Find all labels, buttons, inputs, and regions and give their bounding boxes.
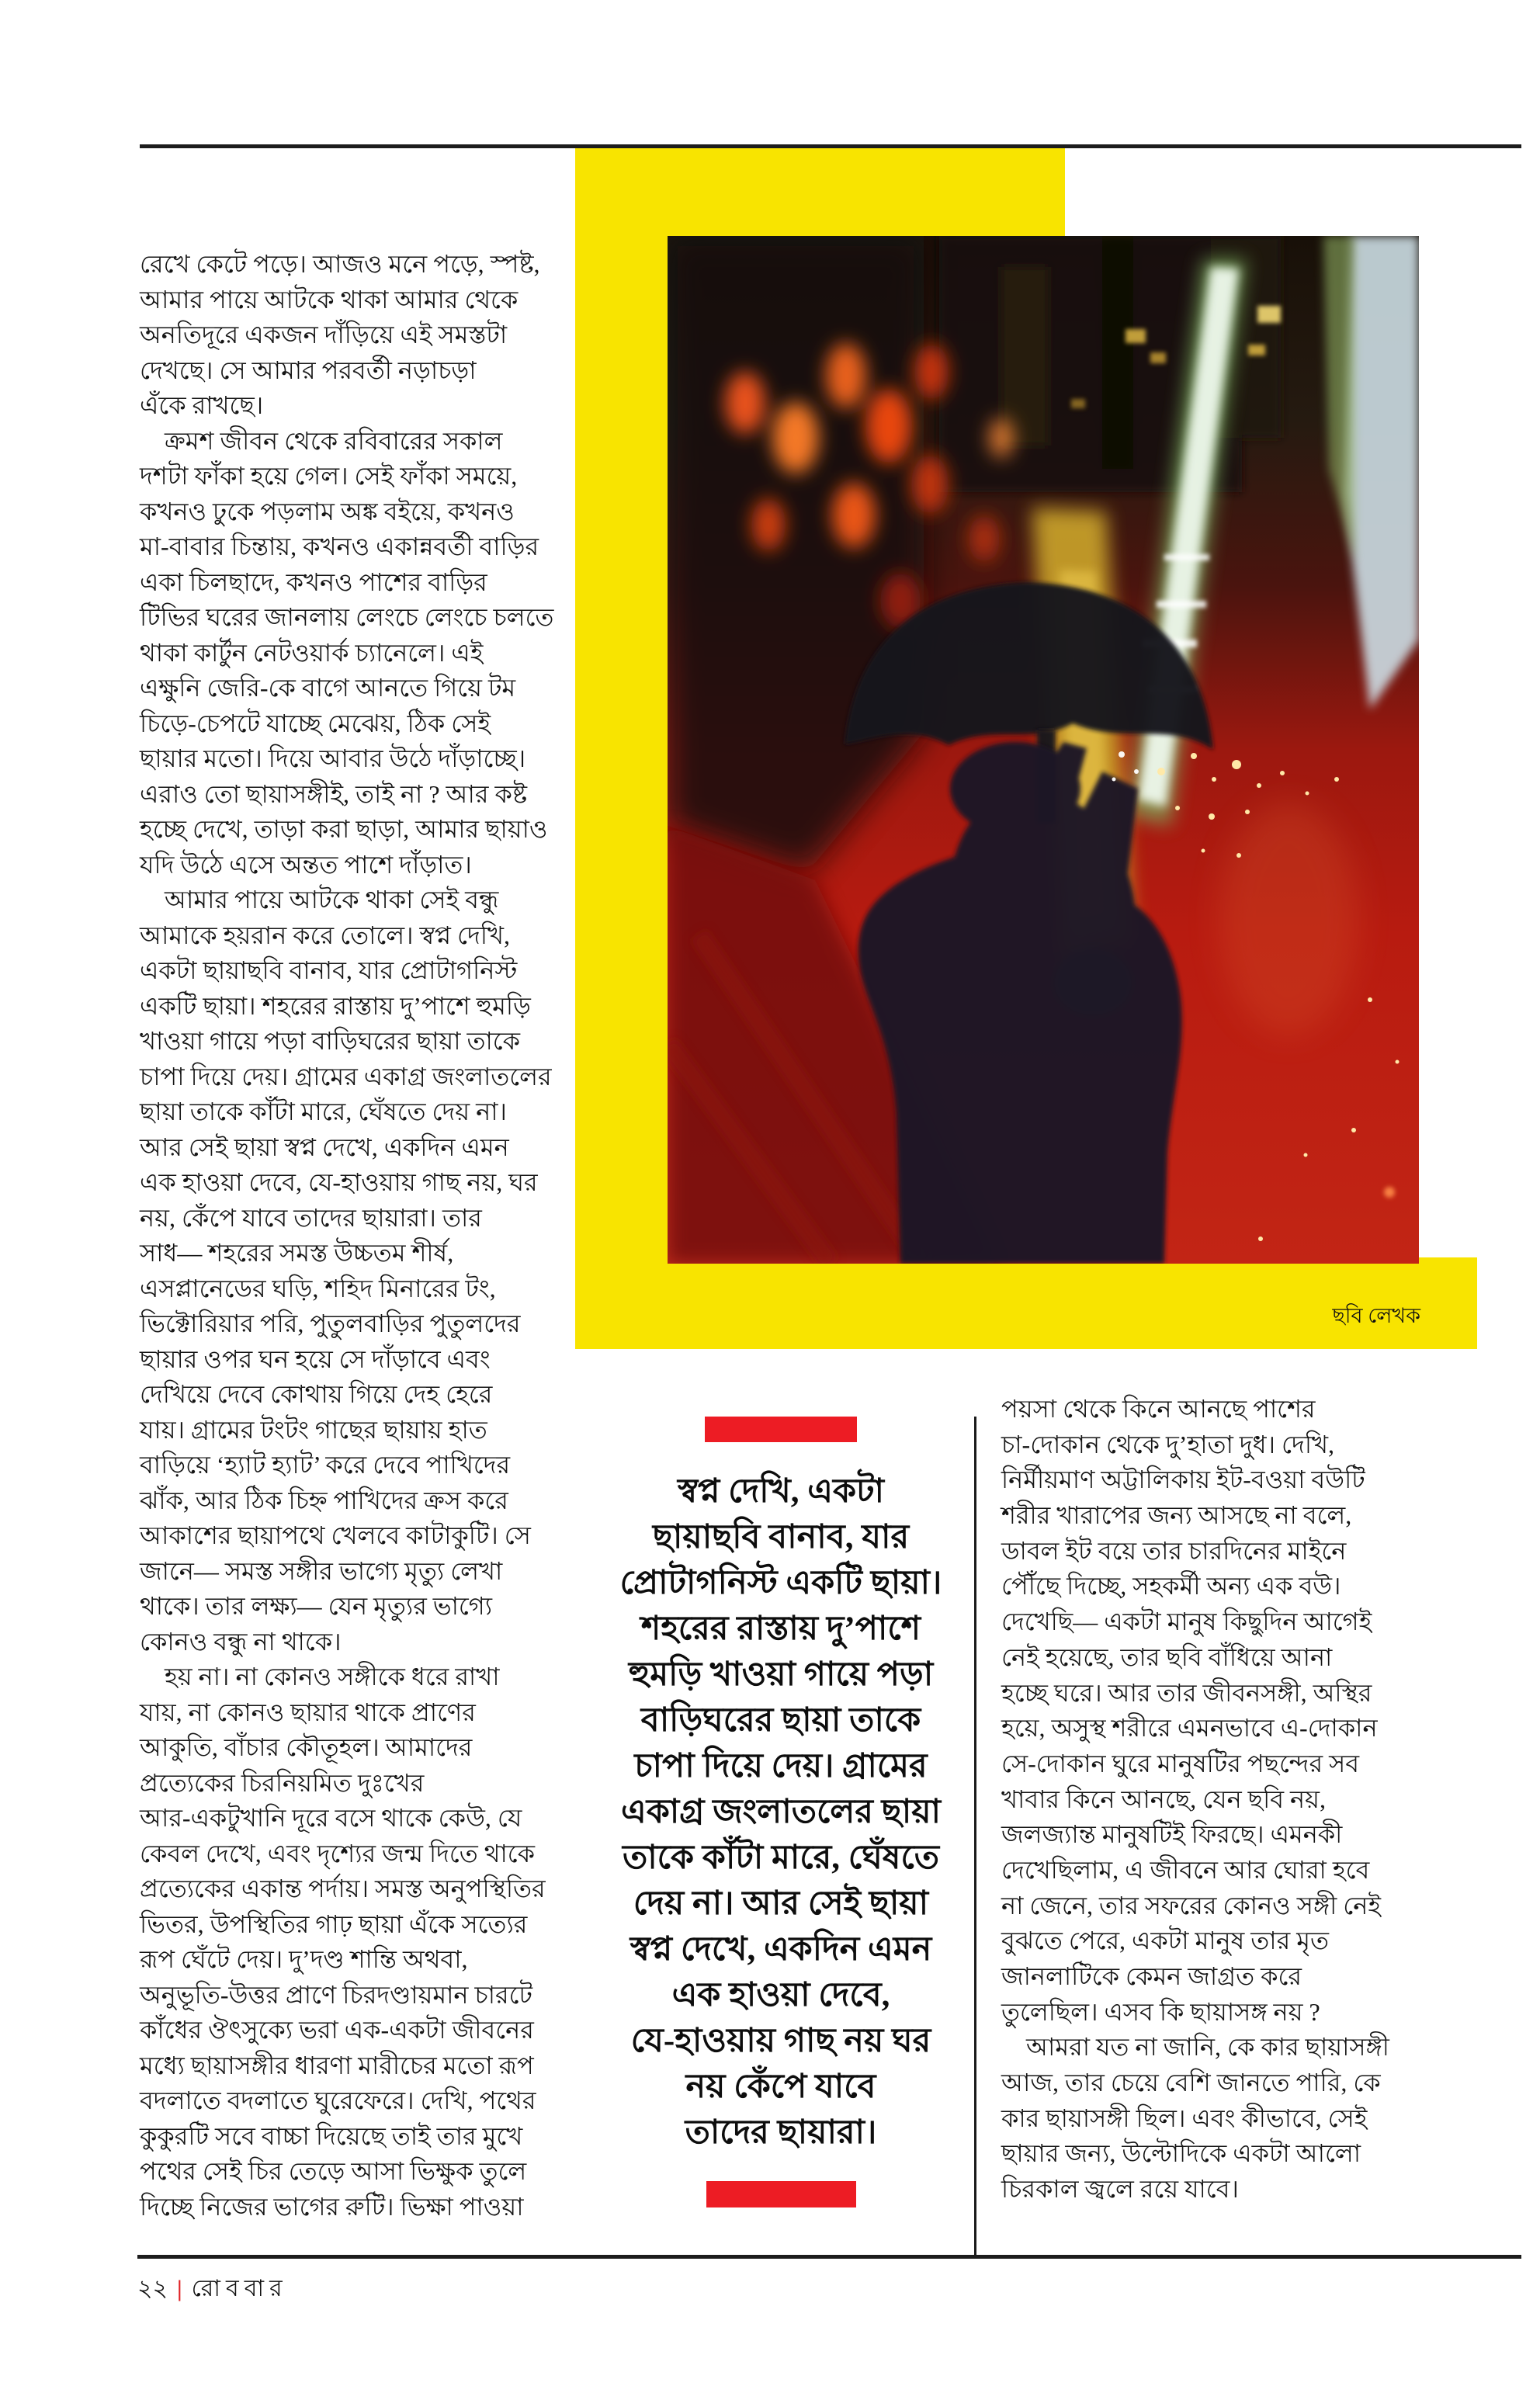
text-line: পয়সা থেকে কিনে আনছে পাশের	[1001, 1395, 1316, 1423]
pull-quote-line: স্বপ্ন দেখি, একটা	[678, 1473, 884, 1510]
text-line: জলজ্যান্ত মানুষটিই ফিরছে। এমনকী	[1001, 1820, 1343, 1849]
text-line: কেবল দেখে, এবং দৃশ্যের জন্ম দিতে থাকে	[140, 1839, 536, 1868]
text-line: বুঝতে পেরে, একটা মানুষ তার মৃত	[1001, 1927, 1329, 1955]
text-line: যায়, না কোনও ছায়ার থাকে প্রাণের	[140, 1698, 476, 1726]
text-line: থাকা কার্টুন নেটওয়ার্ক চ্যানেলে। এই	[140, 638, 484, 667]
text-line: বাড়িয়ে ‘হ্যাট হ্যাট’ করে দেবে পাখিদের	[140, 1451, 511, 1479]
text-line: এরাও তো ছায়াসঙ্গীই, তাই না ? আর কষ্ট	[140, 779, 528, 808]
pull-quote	[598, 1417, 964, 2207]
pull-quote-line: এক হাওয়া দেবে,	[671, 1977, 890, 2013]
text-line: জানে— সমস্ত সঙ্গীর ভাগ্যে মৃত্যু লেখা	[140, 1556, 503, 1585]
text-line: শরীর খারাপের জন্য আসছে না বলে,	[1001, 1501, 1352, 1530]
text-line: খাওয়া গায়ে পড়া বাড়িঘরের ছায়া তাকে	[140, 1027, 521, 1055]
text-line: না জেনে, তার সফরের কোনও সঙ্গী নেই	[1001, 1891, 1381, 1920]
text-line: ছায়ার মতো। দিয়ে আবার উঠে দাঁড়াচ্ছে।	[140, 744, 526, 772]
text-line: যায়। গ্রামের টংটং গাছের ছায়ায় হাত	[140, 1415, 487, 1444]
column-divider	[974, 1417, 976, 2256]
text-line: কোনও বন্ধু না থাকে।	[140, 1627, 342, 1656]
text-line: দশটা ফাঁকা হয়ে গেল। সেই ফাঁকা সময়ে,	[140, 462, 518, 490]
text-line: চা-দোকান থেকে দু’হাতা দুধ। দেখি,	[1001, 1430, 1334, 1458]
text-line: দেখেছি— একটা মানুষ কিছুদিন আগেই	[1001, 1607, 1372, 1636]
text-line: এঁকে রাখছে।	[140, 391, 264, 419]
text-line: চাপা দিয়ে দেয়। গ্রামের একাগ্র জংলাতলের	[140, 1062, 552, 1091]
text-line: ছায়ার জন্য, উল্টোদিকে একটা আলো	[1001, 2139, 1361, 2168]
pull-quote-line: বাড়িঘরের ছায়া তাকে	[640, 1702, 921, 1739]
text-line: মা-বাবার চিন্তায়, কখনও একান্নবর্তী বাড়ির	[140, 532, 539, 560]
text-line: আকুতি, বাঁচার কৌতূহল। আমাদের	[140, 1733, 473, 1761]
text-line: চিড়ে-চেপটে যাচ্ছে মেঝেয়, ঠিক সেই	[140, 709, 491, 737]
pull-quote-line: চাপা দিয়ে দেয়। গ্রামের	[634, 1748, 928, 1784]
text-line: হয়ে, অসুস্থ শরীরে এমনভাবে এ-দোকান	[1001, 1714, 1378, 1743]
text-line: রূপ ঘেঁটে দেয়। দু’দণ্ড শান্তি অথবা,	[140, 1945, 468, 1973]
text-line: একটি ছায়া। শহরের রাস্তায় দু’পাশে হুমড়ি	[140, 991, 531, 1020]
text-line: নির্মীয়মাণ অট্টালিকায় ইট-বওয়া বউটি	[1001, 1465, 1365, 1494]
text-line: দেখছে। সে আমার পরবর্তী নড়াচড়া	[140, 355, 477, 384]
text-line: প্রত্যেকের একান্ত পর্দায়। সমস্ত অনুপস্থিতির	[140, 1875, 546, 1902]
text-line: মধ্যে ছায়াসঙ্গীর ধারণা মারীচের মতো রূপ	[140, 2051, 534, 2079]
text-line: খাবার কিনে আনছে, যেন ছবি নয়,	[1001, 1784, 1326, 1813]
text-line: হচ্ছে ঘরে। আর তার জীবনসঙ্গী, অস্থির	[1001, 1678, 1372, 1707]
pull-quote-line: তাকে কাঁটা মারে, ঘেঁষতে	[622, 1840, 940, 1876]
magazine-title: রোববার	[191, 2276, 288, 2301]
text-line: কাঁধের ঔৎসুক্যে ভরা এক-একটা জীবনের	[140, 2016, 534, 2044]
pull-quote-line: নয় কেঁপে যাবে	[685, 2069, 876, 2105]
text-line: ছায়ার ওপর ঘন হয়ে সে দাঁড়াবে এবং	[140, 1344, 491, 1373]
text-line: ডাবল ইট বয়ে তার চারদিনের মাইনে	[1001, 1536, 1347, 1565]
text-line: আমাকে হয়রান করে তোলে। স্বপ্ন দেখি,	[140, 921, 511, 949]
right-column	[1001, 1392, 1475, 2207]
text-line: হচ্ছে দেখে, তাড়া করা ছাড়া, আমার ছায়াও	[140, 815, 548, 843]
text-line: তুলেছিল। এসব কি ছায়াসঙ্গ নয় ?	[1001, 1997, 1320, 2026]
text-line: আজ, তার চেয়ে বেশি জানতে পারি, কে	[1001, 2069, 1381, 2097]
text-line: টিভির ঘরের জানলায় লেংচে লেংচে চলতে	[140, 603, 554, 631]
pull-quote-line: দেয় না। আর সেই ছায়া	[633, 1885, 929, 1922]
photo-caption: ছবি লেখক	[1332, 1304, 1420, 1327]
text-line: কুকুরটি সবে বাচ্চা দিয়েছে তাই তার মুখে	[140, 2121, 523, 2150]
text-line: যদি উঠে এসে অন্তত পাশে দাঁড়াত।	[140, 850, 472, 879]
text-line: সাধ— শহরের সমস্ত উচ্চতম শীর্ষ,	[140, 1239, 454, 1267]
pull-quote-line: শহরের রাস্তায় দু’পাশে	[640, 1611, 921, 1647]
street-photo	[668, 236, 1419, 1264]
pull-quote-line: তাদের ছায়ারা।	[685, 2114, 877, 2151]
text-line: অনুভূতি-উত্তর প্রাণে চিরদণ্ডায়মান চারটে	[140, 1980, 532, 2009]
text-line: চিরকাল জ্বলে রয়ে যাবে।	[1001, 2175, 1239, 2204]
text-line: বদলাতে বদলাতে ঘুরেফেরে। দেখি, পথের	[140, 2086, 536, 2114]
text-line: কার ছায়াসঙ্গী ছিল। এবং কীভাবে, সেই	[1001, 2103, 1368, 2132]
text-line: জানলাটিকে কেমন জাগ্রত করে	[1001, 1962, 1302, 1990]
text-line: একা চিলছাদে, কখনও পাশের বাড়ির	[140, 567, 487, 596]
text-line: পৌঁছে দিচ্ছে, সহকর্মী অন্য এক বউ।	[1001, 1572, 1341, 1601]
text-line: ঝাঁক, আর ঠিক চিহ্ন পাখিদের ক্রস করে	[140, 1486, 508, 1514]
text-line: আকাশের ছায়াপথে খেলবে কাটাকুটি। সে	[140, 1521, 531, 1549]
text-line: কখনও ঢুকে পড়লাম অঙ্ক বইয়ে, কখনও	[140, 497, 515, 525]
pull-quote-line: প্রোটাগনিস্ট একটি ছায়া।	[619, 1565, 942, 1601]
page-footer	[137, 2270, 288, 2309]
text-line: দিচ্ছে নিজের ভাগের রুটি। ভিক্ষা পাওয়া	[140, 2192, 524, 2221]
text-line: সে-দোকান ঘুরে মানুষটির পছন্দের সব	[1001, 1749, 1360, 1777]
text-line: এসপ্লানেডের ঘড়ি, শহিদ মিনারের টং,	[140, 1274, 496, 1302]
text-line: পথের সেই চির তেড়ে আসা ভিক্ষুক তুলে	[140, 2157, 527, 2185]
text-line: ছায়া তাকে কাঁটা মারে, ঘেঁষতে দেয় না।	[140, 1098, 507, 1125]
text-line: দেখেছিলাম, এ জীবনে আর ঘোরা হবে	[1001, 1855, 1370, 1884]
pull-quote-top-bar	[705, 1417, 857, 1442]
text-line: দেখিয়ে দেবে কোথায় গিয়ে দেহ হেরে	[140, 1380, 493, 1408]
left-column	[140, 247, 586, 2225]
text-line: আমরা যত না জানি, কে কার ছায়াসঙ্গী	[1001, 2033, 1389, 2062]
text-line: আর-একটুখানি দূরে বসে থাকে কেউ, যে	[140, 1804, 522, 1832]
text-line: আমার পায়ে আটকে থাকা সেই বন্ধু	[140, 886, 499, 914]
page-number: ২২	[137, 2276, 168, 2301]
text-line: প্রত্যেকের চিরনিয়মিত দুঃখের	[140, 1768, 425, 1797]
text-line: আর সেই ছায়া স্বপ্ন দেখে, একদিন এমন	[140, 1132, 509, 1161]
footer-separator: |	[177, 2276, 182, 2301]
text-line: ভিক্টোরিয়ার পরি, পুতুলবাড়ির পুতুলদের	[140, 1309, 521, 1337]
text-line: নয়, কেঁপে যাবে তাদের ছায়ারা। তার	[140, 1203, 482, 1232]
text-line: রেখে কেটে পড়ে। আজও মনে পড়ে, স্পষ্ট,	[140, 250, 540, 278]
pull-quote-text	[598, 1469, 964, 2155]
pull-quote-line: স্বপ্ন দেখে, একদিন এমন	[630, 1931, 932, 1968]
text-line: আমার পায়ে আটকে থাকা আমার থেকে	[140, 285, 519, 314]
text-line: ভিতর, উপস্থিতির গাঢ় ছায়া এঁকে সত্যের	[140, 1909, 528, 1938]
pull-quote-bottom-bar	[706, 2181, 856, 2207]
rainy-street-umbrella-photo	[668, 236, 1419, 1264]
text-line: নেই হয়েছে, তার ছবি বাঁধিয়ে আনা	[1001, 1642, 1333, 1671]
text-line: একটা ছায়াছবি বানাব, যার প্রোটাগনিস্ট	[140, 956, 518, 984]
pull-quote-line: ছায়াছবি বানাব, যার	[652, 1519, 910, 1555]
text-line: এক হাওয়া দেবে, যে-হাওয়ায় গাছ নয়, ঘর	[140, 1168, 538, 1196]
pull-quote-line: হুমড়ি খাওয়া গায়ে পড়া	[628, 1656, 934, 1693]
text-line: হয় না। না কোনও সঙ্গীকে ধরে রাখা	[140, 1663, 500, 1691]
text-line: থাকে। তার লক্ষ্য— যেন মৃত্যুর ভাগ্যে	[140, 1592, 493, 1620]
footer-rule	[137, 2255, 1521, 2259]
pull-quote-line: একাগ্র জংলাতলের ছায়া	[620, 1794, 942, 1830]
text-line: ক্রমশ জীবন থেকে রবিবারের সকাল	[140, 426, 503, 455]
text-line: অনতিদূরে একজন দাঁড়িয়ে এই সমস্তটা	[140, 321, 508, 349]
text-line: এক্ষুনি জেরি-কে বাগে আনতে গিয়ে টম	[140, 674, 516, 702]
pull-quote-line: যে-হাওয়ায় গাছ নয় ঘর	[630, 2023, 931, 2059]
